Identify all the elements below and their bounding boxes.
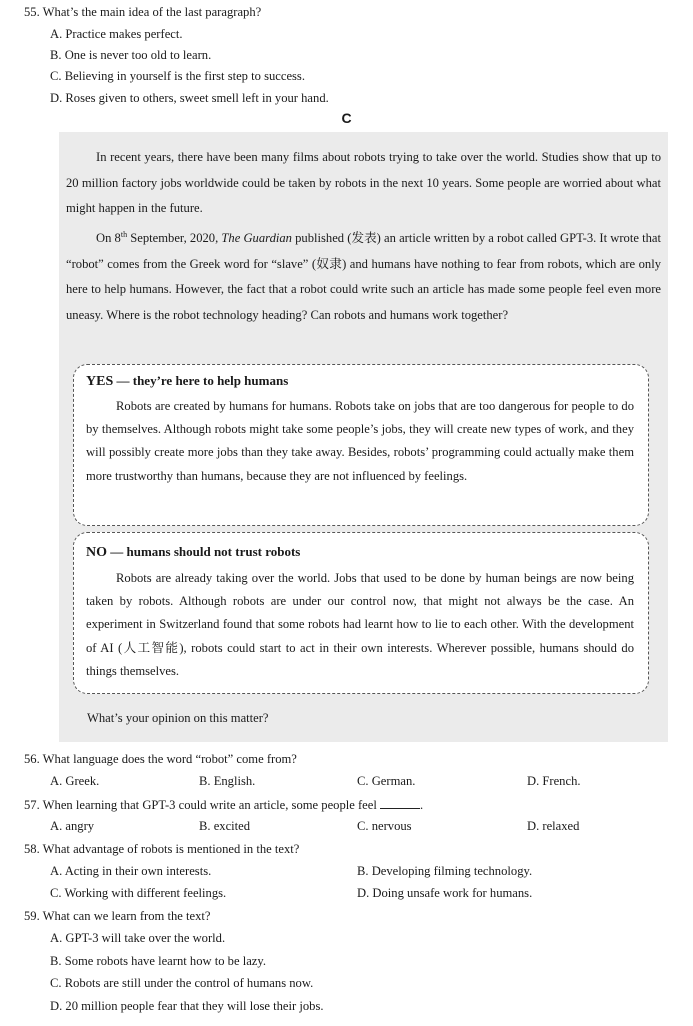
passage-paragraph-1 (66, 145, 661, 222)
q57-option-a: A. angry (50, 819, 95, 833)
q56-option-c: C. German. (357, 774, 416, 788)
paragraph-2-date: On 8 (96, 231, 121, 246)
q59-option-d: D. 20 million people fear that they will lose their jobs. (50, 999, 324, 1013)
question-56: 56. What language does the word “robot” come from? (24, 752, 297, 766)
paragraph-2-publication: The Guardian (221, 231, 292, 246)
q57-option-d: D. relaxed (527, 819, 580, 833)
no-opinion-box (73, 532, 649, 694)
q57-option-b: B. excited (199, 819, 251, 833)
q55-option-b: B. One is never too old to learn. (50, 48, 212, 62)
q57-answer-blank (380, 796, 420, 809)
yes-opinion-box (73, 364, 649, 526)
yes-body (86, 395, 634, 488)
no-label: NO (86, 545, 107, 560)
passage-paragraph-1-text: In recent years, there have been many films about robots trying to take over the world. Studies show that up to 20 million factory jobs worldwide could be taken by robots in the next 10 years. Some people are worried about what might happen in the future. (66, 150, 661, 215)
question-55: 55. What’s the main idea of the last paragraph? (24, 5, 262, 19)
q58-option-d: D. Doing unsafe work for humans. (357, 886, 533, 900)
q58-option-c: C. Working with different feelings. (50, 886, 227, 900)
q58-option-a: A. Acting in their own interests. (50, 864, 212, 878)
yes-subtitle: — they’re here to help humans (113, 373, 289, 388)
paragraph-2-body: published (发表) an article written by a robot called GPT-3. It wrote that “robot” comes from the Greek word for “slave” (奴隶) and humans have nothing to fear from robots, which are only here to help humans. However, the fact that a robot could write such an article has made some people feel even more uneasy. Where is the robot technology heading? Can robots and humans work together? (66, 231, 661, 322)
q57-stem: 57. When learning that GPT-3 could write an article, some people feel (24, 798, 377, 812)
section-letter: C (341, 110, 352, 126)
q59-option-a: A. GPT-3 will take over the world. (50, 931, 226, 945)
q55-option-c: C. Believing in yourself is the first step to success. (50, 69, 305, 83)
paragraph-2-ordinal: th (120, 230, 128, 239)
q56-option-b: B. English. (199, 774, 256, 788)
yes-heading (86, 373, 288, 390)
no-heading (86, 544, 300, 561)
passage-closing-question: What’s your opinion on this matter? (87, 711, 269, 725)
q56-option-d: D. French. (527, 774, 581, 788)
q59-option-c: C. Robots are still under the control of humans now. (50, 976, 314, 990)
question-59: 59. What can we learn from the text? (24, 909, 211, 923)
question-57 (24, 796, 423, 813)
q55-option-d: D. Roses given to others, sweet smell left in your hand. (50, 91, 329, 105)
question-58: 58. What advantage of robots is mentioned in the text? (24, 842, 300, 856)
q59-option-b: B. Some robots have learnt how to be lazy. (50, 954, 267, 968)
no-body (86, 567, 634, 683)
q55-option-a: A. Practice makes perfect. (50, 27, 183, 41)
q58-option-b: B. Developing filming technology. (357, 864, 533, 878)
no-body-text: Robots are already taking over the world. Jobs that used to be done by human beings are now being taken by robots. Although robots are under our control now, that might not always be the case. An experiment in Switzerland found that some robots had learnt how to lie to each other. With the development of AI (人工智能), robots could start to act in their own interests. Wherever possible, humans should do things themselves. (86, 571, 634, 678)
yes-body-text: Robots are created by humans for humans. Robots take on jobs that are too dangerous for people to do by themselves. Although robots might take some people’s jobs, they will create new types of work, and they will possibly create more jobs than they take away. Besides, robots’ programming could actually make them more trustworthy than humans, because they are not influenced by feelings. (86, 399, 634, 483)
passage-paragraph-2 (66, 222, 661, 328)
no-subtitle: — humans should not trust robots (107, 544, 301, 559)
q56-option-a: A. Greek. (50, 774, 100, 788)
q57-stem-end: . (420, 798, 424, 812)
q57-option-c: C. nervous (357, 819, 412, 833)
yes-label: YES (86, 374, 114, 389)
paragraph-2-date-rest: September, 2020, (127, 231, 222, 246)
